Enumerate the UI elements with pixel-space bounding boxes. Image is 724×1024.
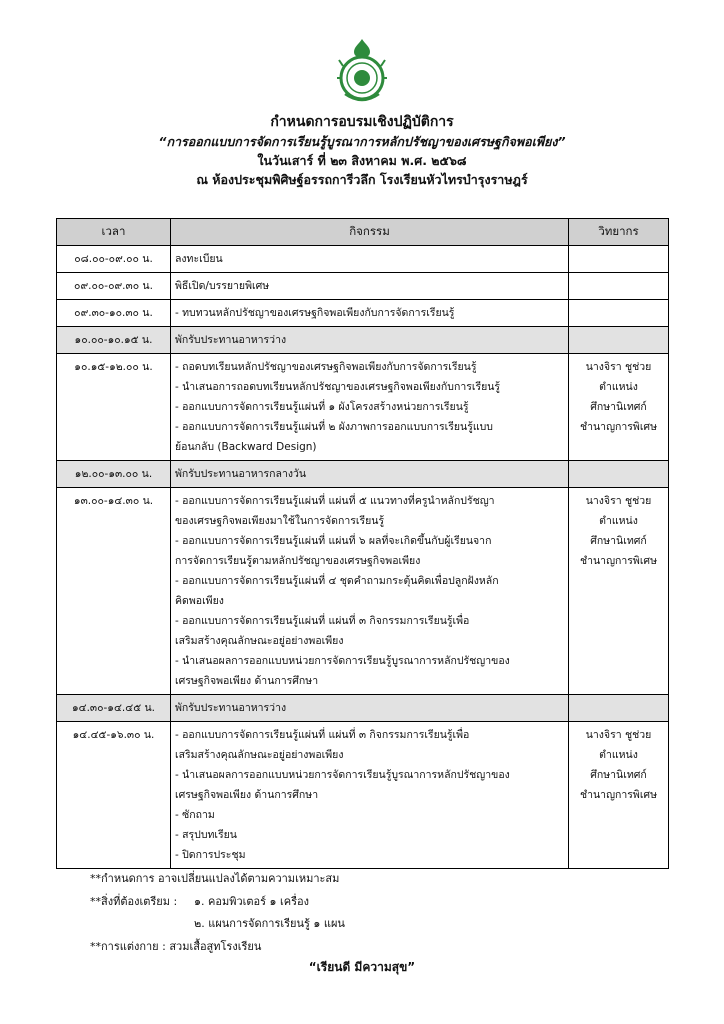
time-cell: ๑๔.๓๐-๑๔.๔๕ น. [57, 695, 171, 722]
activity-item: - ออกแบบการจัดการเรียนรู้แผ่นที่ แผ่นที่ ๖ ผลที่จะเกิดขึ้นกับผู้เรียนจาก [175, 535, 492, 547]
speaker-line: ศึกษานิเทศก์ [590, 401, 647, 413]
speaker-cell [569, 246, 669, 273]
speaker-cell [569, 300, 669, 327]
activity-item: เสริมสร้างคุณลักษณะอยู่อย่างพอเพียง [175, 635, 344, 647]
table-row [57, 488, 669, 695]
speaker-line: ศึกษานิเทศก์ [590, 769, 647, 781]
table-row [57, 300, 669, 327]
event-date: ในวันเสาร์ ที่ ๒๓ สิงหาคม พ.ศ. ๒๕๖๘ [257, 153, 467, 168]
prep-item: ๒. แผนการจัดการเรียนรู้ ๑ แผน [194, 917, 345, 930]
activity-item: การจัดการเรียนรู้ตามหลักปรัชญาของเศรษฐกิจพอเพียง [175, 555, 421, 567]
table-row [57, 246, 669, 273]
activity-item: - นำเสนอผลการออกแบบหน่วยการจัดการเรียนรู้บูรณาการหลักปรัชญาของ [175, 655, 510, 667]
activity-item: เศรษฐกิจพอเพียง ด้านการศึกษา [175, 789, 319, 801]
activity-item: - ออกแบบการจัดการเรียนรู้แผ่นที่ ๒ ผังภาพการออกแบบการเรียนรู้แบบ [175, 421, 493, 433]
activity-item: - ออกแบบการจัดการเรียนรู้แผ่นที่ ๑ ผังโครงสร้างหน่วยการเรียนรู้ [175, 401, 469, 413]
time-cell: ๑๐.๑๕-๑๒.๐๐ น. [57, 354, 171, 461]
activity-item: พักรับประทานอาหารว่าง [175, 702, 287, 714]
speaker-line: ชำนาญการพิเศษ [579, 421, 658, 433]
activity-cell [171, 354, 569, 461]
activity-item: พักรับประทานอาหารว่าง [175, 334, 287, 346]
speaker-cell [569, 327, 669, 354]
notes-section [90, 868, 345, 958]
break-row [57, 461, 669, 488]
speaker-line: ชำนาญการพิเศษ [579, 789, 658, 801]
activity-item: ย้อนกลับ (Backward Design) [175, 441, 317, 453]
time-cell: ๑๐.๐๐-๑๐.๑๕ น. [57, 327, 171, 354]
speaker-cell [569, 354, 669, 461]
activity-item: - ถอดบทเรียนหลักปรัชญาของเศรษฐกิจพอเพียงกับการจัดการเรียนรู้ [175, 361, 477, 373]
activity-item: - สรุปบทเรียน [175, 829, 237, 841]
document-header [0, 112, 724, 189]
header-speaker: วิทยากร [569, 219, 669, 246]
activity-item: พักรับประทานอาหารกลางวัน [175, 468, 307, 480]
activity-cell [171, 300, 569, 327]
prep-row [90, 891, 345, 914]
activity-cell [171, 273, 569, 300]
activity-cell [171, 695, 569, 722]
activity-item: - ปิดการประชุม [175, 849, 246, 861]
schedule-table [56, 218, 669, 869]
speaker-cell [569, 488, 669, 695]
school-emblem-icon [337, 36, 387, 108]
header-time: เวลา [57, 219, 171, 246]
activity-item: เศรษฐกิจพอเพียง ด้านการศึกษา [175, 675, 319, 687]
time-cell: ๐๙.๓๐-๑๐.๓๐ น. [57, 300, 171, 327]
speaker-line: นางจิรา ชูช่วย [585, 495, 652, 507]
speaker-line: ศึกษานิเทศก์ [590, 535, 647, 547]
speaker-cell [569, 695, 669, 722]
activity-item: - นำเสนอผลการออกแบบหน่วยการจัดการเรียนรู้บูรณาการหลักปรัชญาของ [175, 769, 510, 781]
speaker-line: ตำแหน่ง [599, 515, 638, 527]
speaker-line: นางจิรา ชูช่วย [585, 729, 652, 741]
speaker-line: ชำนาญการพิเศษ [579, 555, 658, 567]
prep-row [90, 913, 345, 936]
time-cell: ๑๒.๐๐-๑๓.๐๐ น. [57, 461, 171, 488]
activity-cell [171, 488, 569, 695]
activity-cell [171, 246, 569, 273]
table-row [57, 722, 669, 869]
document-subtitle: “การออกแบบการจัดการเรียนรู้บูรณาการหลักปรัชญาของเศรษฐกิจพอเพียง” [158, 134, 566, 149]
speaker-line: ตำแหน่ง [599, 749, 638, 761]
break-row [57, 327, 669, 354]
activity-item: คิดพอเพียง [175, 595, 224, 607]
activity-item: เสริมสร้างคุณลักษณะอยู่อย่างพอเพียง [175, 749, 344, 761]
activity-item: - ออกแบบการจัดการเรียนรู้แผ่นที่ ๔ ชุดคำถามกระตุ้นคิดเพื่อปลูกฝังหลัก [175, 575, 499, 587]
table-header-row [57, 219, 669, 246]
activity-item: พิธีเปิด/บรรยายพิเศษ [175, 280, 270, 292]
prep-label: **สิ่งที่ต้องเตรียม : [90, 894, 178, 908]
speaker-cell [569, 273, 669, 300]
activity-item: - ทบทวนหลักปรัชญาของเศรษฐกิจพอเพียงกับการจัดการเรียนรู้ [175, 307, 455, 319]
time-cell: ๐๙.๐๐-๐๙.๓๐ น. [57, 273, 171, 300]
time-cell: ๑๓.๐๐-๑๔.๓๐ น. [57, 488, 171, 695]
activity-cell [171, 461, 569, 488]
activity-item: - นำเสนอการถอดบทเรียนหลักปรัชญาของเศรษฐกิจพอเพียงกับการเรียนรู้ [175, 381, 501, 393]
prep-item: ๑. คอมพิวเตอร์ ๑ เครื่อง [194, 894, 310, 908]
speaker-cell [569, 722, 669, 869]
activity-item: - ซักถาม [175, 809, 215, 821]
activity-cell [171, 722, 569, 869]
schedule-note: **กำหนดการ อาจเปลี่ยนแปลงได้ตามความเหมาะสม [90, 872, 340, 885]
table-row [57, 273, 669, 300]
document-title: กำหนดการอบรมเชิงปฏิบัติการ [270, 114, 454, 130]
activity-item: ลงทะเบียน [175, 253, 223, 265]
time-cell: ๐๘.๐๐-๐๙.๐๐ น. [57, 246, 171, 273]
break-row [57, 695, 669, 722]
speaker-line: ตำแหน่ง [599, 381, 638, 393]
header-activity: กิจกรรม [171, 219, 569, 246]
event-venue: ณ ห้องประชุมพิศิษฐ์อรรถการีวลึก โรงเรียนหัวไทรบำรุงราษฎร์ [196, 172, 528, 187]
activity-item: ของเศรษฐกิจพอเพียงมาใช้ในการจัดการเรียนรู้ [175, 515, 385, 527]
speaker-line: นางจิรา ชูช่วย [585, 361, 652, 373]
time-cell: ๑๔.๔๕-๑๖.๓๐ น. [57, 722, 171, 869]
activity-item: - ออกแบบการจัดการเรียนรู้แผ่นที่ แผ่นที่ ๕ แนวทางที่ครูนำหลักปรัชญา [175, 495, 495, 507]
dress-note: **การแต่งกาย : สวมเสื้อสูทโรงเรียน [90, 939, 262, 953]
speaker-cell [569, 461, 669, 488]
activity-cell [171, 327, 569, 354]
table-row [57, 354, 669, 461]
activity-item: - ออกแบบการจัดการเรียนรู้แผ่นที่ แผ่นที่ ๓ กิจกรรมการเรียนรู้เพื่อ [175, 729, 470, 741]
school-motto: “เรียนดี มีความสุข” [308, 960, 416, 974]
activity-item: - ออกแบบการจัดการเรียนรู้แผ่นที่ แผ่นที่ ๓ กิจกรรมการเรียนรู้เพื่อ [175, 615, 470, 627]
